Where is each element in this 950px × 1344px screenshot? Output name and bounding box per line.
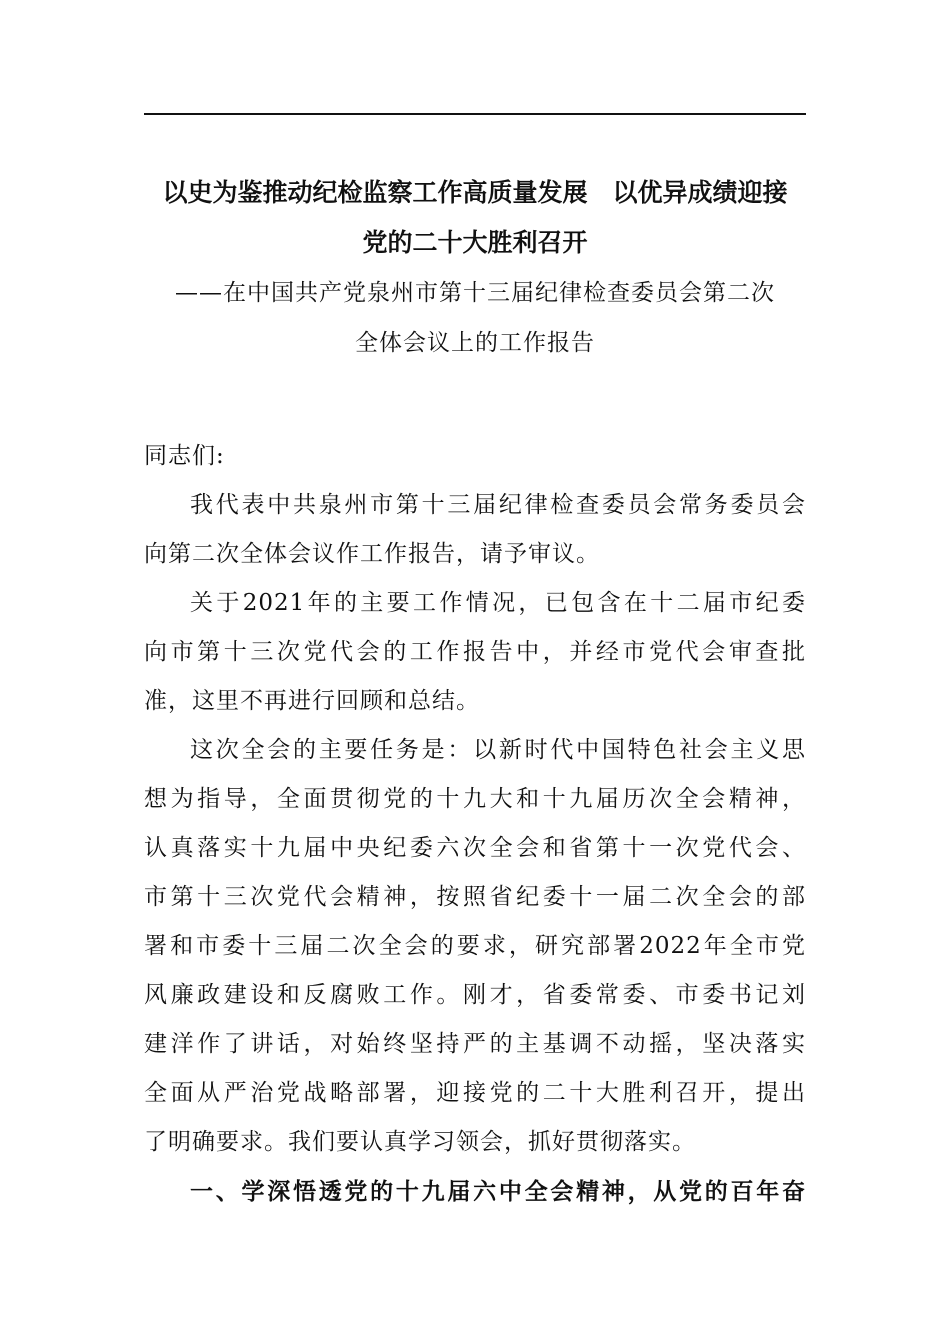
paragraph-line: 我代表中共泉州市第十三届纪律检查委员会常务委员会 [190, 492, 806, 518]
subtitle-line-2: 全体会议上的工作报告 [355, 330, 595, 356]
header-rule [144, 113, 806, 115]
subtitle-line-1: ——在中国共产党泉州市第十三届纪律检查委员会第二次 [175, 280, 775, 306]
section-heading: 一、学深悟透党的十九届六中全会精神，从党的百年奋 [190, 1178, 806, 1205]
paragraph-line: 向市第十三次党代会的工作报告中，并经市党代会审查批 [144, 639, 806, 665]
paragraph-line: 这次全会的主要任务是：以新时代中国特色社会主义思 [190, 737, 806, 763]
title-line-2: 党的二十大胜利召开 [362, 228, 588, 257]
paragraph-line: 准，这里不再进行回顾和总结。 [144, 688, 480, 714]
paragraph-line: 关于2021年的主要工作情况，已包含在十二届市纪委 [190, 590, 806, 616]
paragraph-line: 市第十三次党代会精神，按照省纪委十一届二次全会的部 [144, 884, 806, 910]
paragraph-line: 向第二次全体会议作工作报告，请予审议。 [144, 541, 600, 567]
paragraph-line: 认真落实十九届中央纪委六次全会和省第十一次党代会、 [144, 835, 806, 861]
paragraph-line: 建洋作了讲话，对始终坚持严的主基调不动摇，坚决落实 [144, 1031, 806, 1057]
spacer [144, 368, 806, 432]
title-line-1: 以史为鉴推动纪检监察工作高质量发展 以优异成绩迎接 [162, 178, 788, 207]
greeting: 同志们: [144, 443, 225, 469]
paragraph-line: 想为指导，全面贯彻党的十九大和十九届历次全会精神， [144, 786, 806, 812]
paragraph-line: 风廉政建设和反腐败工作。刚才，省委常委、市委书记刘 [144, 982, 806, 1008]
paragraph-line: 了明确要求。我们要认真学习领会，抓好贯彻落实。 [144, 1129, 696, 1155]
document-body [144, 168, 806, 1216]
paragraph-line: 全面从严治党战略部署，迎接党的二十大胜利召开，提出 [144, 1080, 806, 1106]
paragraph-line: 署和市委十三届二次全会的要求，研究部署2022年全市党 [144, 933, 806, 959]
